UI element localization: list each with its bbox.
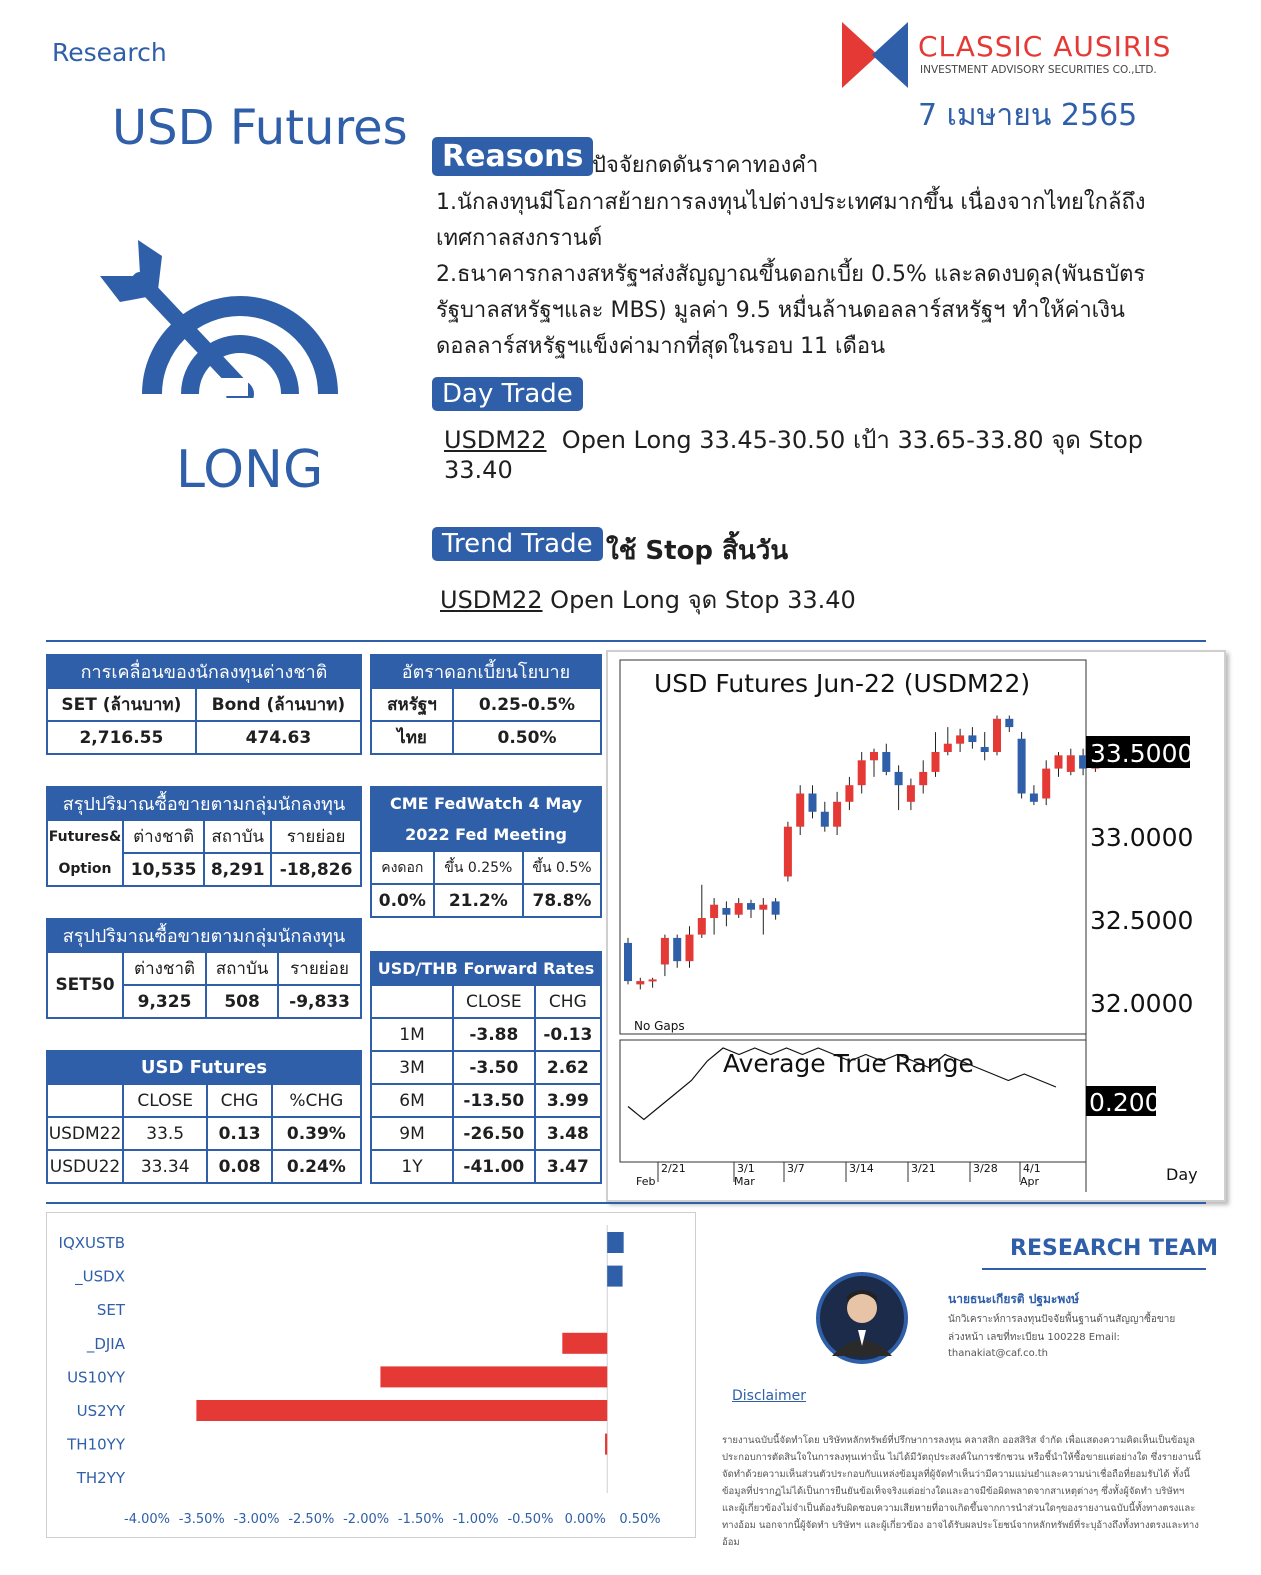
table-row [371, 1117, 601, 1150]
table-header: คงดอก [371, 851, 434, 884]
candle-body [722, 908, 730, 915]
table-cell: 0.39% [272, 1117, 361, 1150]
day-trade-text: Open Long 33.45-30.50 เป้า 33.65-33.80 จุด Stop [561, 426, 1144, 454]
category-label: _DJIA [86, 1334, 125, 1353]
table-cell: 10,535 [123, 853, 204, 886]
candle-body [735, 903, 743, 915]
table-cell: -3.50 [453, 1051, 535, 1084]
candle-body [636, 981, 644, 984]
x-tick-label: 2/21 [661, 1162, 686, 1175]
candle-body [747, 903, 755, 910]
table-cell: ไทย [371, 721, 453, 754]
candle-body [932, 752, 940, 772]
price-chart-panel [606, 650, 1226, 1202]
table-header: สถาบัน [206, 952, 278, 985]
candle-body [649, 979, 657, 981]
x-tick-label: -4.00% [124, 1512, 170, 1527]
divider [46, 640, 1206, 642]
time-axis-ticks [636, 1162, 1041, 1188]
company-logo-icon [842, 22, 908, 88]
candle-body [858, 760, 866, 785]
bar [380, 1366, 607, 1387]
table-cell: 2,716.55 [47, 721, 196, 754]
day-trade-stop: 33.40 [444, 456, 513, 484]
company-subtitle: INVESTMENT ADVISORY SECURITIES CO.,LTD. [920, 64, 1157, 76]
table-title: อัตราดอกเบี้ยนโยบาย [371, 655, 601, 688]
bar [196, 1400, 607, 1421]
candle-body [1030, 794, 1038, 802]
analyst-detail: ล่วงหน้า เลขที่ทะเบียน 100228 Email: [948, 1332, 1120, 1343]
candlesticks [624, 715, 1099, 989]
candle-body [821, 812, 829, 827]
table-row [371, 1051, 601, 1084]
table-row [371, 1150, 601, 1183]
table-cell: 508 [206, 985, 278, 1018]
table-cell: 3M [371, 1051, 453, 1084]
table-cell: 33.34 [123, 1150, 207, 1183]
x-tick-label: -2.00% [343, 1512, 390, 1527]
candle-body [845, 785, 853, 802]
candle-body [944, 744, 952, 752]
disclaimer-title: Disclaimer [732, 1388, 807, 1404]
trend-trade-symbol: USDM22 [440, 586, 543, 614]
table-cell: 0.24% [272, 1150, 361, 1183]
table-cell: 474.63 [196, 721, 361, 754]
table-title: สรุปปริมาณซื้อขายตามกลุ่มนักลงทุน [47, 919, 361, 952]
candle-body [710, 905, 718, 918]
y-tick-label: 33.0000 [1090, 823, 1194, 852]
candle-body [907, 785, 915, 802]
table-header: ขึ้น 0.25% [434, 851, 523, 884]
y-tick-label: 32.0000 [1090, 989, 1194, 1018]
table-cell: 2.62 [535, 1051, 601, 1084]
table-cell: 0.50% [453, 721, 601, 754]
candle-body [809, 794, 817, 812]
candle-body [1018, 739, 1026, 794]
x-tick-label: 0.00% [564, 1512, 606, 1527]
reason-line: รัฐบาลสหรัฐฯและ MBS) มูลค่า 9.5 หมื่นล้านดอลลาร์สหรัฐฯ ทำให้ค่าเงิน [436, 298, 1125, 323]
table-header: CLOSE [123, 1084, 207, 1117]
day-trade-badge: Day Trade [432, 377, 583, 411]
table-cell: -26.50 [453, 1117, 535, 1150]
table-header [47, 1084, 123, 1117]
table-cell: 6M [371, 1084, 453, 1117]
analyst-role: นักวิเคราะห์การลงทุนปัจจัยพื้นฐานด้านสัญญาซื้อขาย [948, 1314, 1176, 1325]
period-label: Day [1166, 1165, 1198, 1184]
x-tick-label: 3/28 [973, 1162, 998, 1175]
table-cell: 33.5 [123, 1117, 207, 1150]
table-cell: 78.8% [523, 884, 601, 917]
analyst-avatar [816, 1272, 908, 1364]
table-row [371, 1084, 601, 1117]
category-label: TH10YY [67, 1435, 125, 1454]
table-header: รายย่อย [271, 820, 361, 853]
table-row [47, 1150, 361, 1183]
table-title: USD/THB Forward Rates [371, 952, 601, 985]
analyst-email: thanakiat@caf.co.th [948, 1348, 1048, 1359]
table-cell: USDU22 [47, 1150, 123, 1183]
trend-trade-badge: Trend Trade [432, 527, 603, 561]
bar [562, 1333, 607, 1354]
table-title: USD Futures [47, 1051, 361, 1084]
day-trade-line [444, 420, 1143, 459]
table-row [47, 1117, 361, 1150]
table-header: CHG [207, 1084, 271, 1117]
candle-body [882, 752, 890, 772]
table-header: CLOSE [453, 985, 535, 1018]
table-title: 2022 Fed Meeting [371, 819, 601, 851]
trend-trade-line [440, 580, 856, 619]
x-tick-label: -1.00% [452, 1512, 499, 1527]
candle-body [833, 802, 841, 827]
table-cell: 3.47 [535, 1150, 601, 1183]
set50-summary-table [46, 918, 362, 1019]
reason-line: 1.นักลงทุนมีโอกาสย้ายการลงทุนไปต่างประเทศมากขึ้น เนื่องจากไทยใกล้ถึง [436, 190, 1146, 215]
category-label: US10YY [67, 1368, 125, 1387]
candle-body [956, 735, 964, 743]
reason-line: ดอลลาร์สหรัฐฯแข็งค่ามากที่สุดในรอบ 11 เดือน [436, 334, 886, 359]
candle-body [981, 747, 989, 752]
table-header: ขึ้น 0.5% [523, 851, 601, 884]
candle-body [772, 901, 780, 914]
foreign-flow-table [46, 654, 362, 755]
table-row [371, 1018, 601, 1051]
table-header: ต่างชาติ [123, 820, 204, 853]
price-label: 33.5000 [1090, 739, 1194, 768]
company-name: CLASSIC AUSIRIS [918, 30, 1172, 63]
candle-body [686, 935, 694, 962]
day-trade-symbol: USDM22 [444, 426, 547, 454]
table-title: การเคลื่อนของนักลงทุนต่างชาติ [47, 655, 361, 688]
futures-summary-table [46, 786, 362, 887]
divider [46, 1202, 1206, 1204]
table-cell: 1M [371, 1018, 453, 1051]
month-label: Mar [734, 1175, 755, 1188]
market-change-chart [46, 1212, 696, 1538]
table-cell: 9,325 [123, 985, 206, 1018]
reason-line: เทศกาลสงกรานต์ [436, 226, 603, 251]
table-header: %CHG [272, 1084, 361, 1117]
x-tick-label: 3/21 [911, 1162, 936, 1175]
candle-body [1042, 769, 1050, 799]
trend-trade-text: Open Long จุด Stop 33.40 [550, 586, 856, 614]
atr-title: Average True Range [723, 1049, 974, 1078]
reasons-heading: ปัจจัยกดดันราคาทองคำ [592, 153, 819, 178]
table-cell: 9M [371, 1117, 453, 1150]
disclaimer-text: รายงานฉบับนี้จัดทำโดย บริษัทหลักทรัพย์ที่ปรึกษาการลงทุน คลาสสิก ออสสิริส จำกัด เพื่อแสดงความคิดเห็นเป็นข้อมูลประกอบการตัดสินใจในการลงทุนเท่านั้น ไม่ได้มีวัตถุประสงค์ในการชักชวน หรือชี้นำให้ซื้อขายแต่อย่างใด ซึ่งรายงานนี้จัดทำด้วยความเห็นส่วนตัวประกอบกับแหล่งข้อมูลที่ผู้จัดทำเห็นว่ามีความแม่นยำและความน่าเชื่อถือที่ยอมรับได้ ทั้งนี้ข้อมูลที่ปรากฏไม่ได้เป็นการยืนยันข้อเท็จจริงแต่อย่างใดและอาจมีข้อผิดพลาดจากสาเหตุต่างๆ ซึ่งทั้งผู้จัดทำ บริษัทฯ และผู้เกี่ยวข้องไม่จำเป็นต้องรับผิดชอบความเสียหายที่อาจเกิดขึ้นจากการนำส่วนใดๆของรายงานฉบับนี้ทั้งทางตรงและทางอ้อม นอกจากนี้ผู้จัดทำ บริษัทฯ และผู้เกี่ยวข้อง อาจได้รับผลประโยชน์จากหลักทรัพย์ที่ระบุอ้างถึงทั้งทางตรงและทางอ้อม [722, 1435, 1201, 1548]
table-row-label: Option [47, 853, 123, 886]
candle-body [968, 735, 976, 742]
price-chart [608, 652, 1224, 1200]
table-cell: -41.00 [453, 1150, 535, 1183]
table-header: รายย่อย [278, 952, 361, 985]
table-header: SET (ล้านบาท) [47, 688, 196, 721]
category-label: IQXUSTB [58, 1234, 125, 1252]
candle-body [624, 943, 632, 981]
reasons-badge: Reasons [432, 137, 593, 176]
category-label: SET [96, 1301, 125, 1320]
market-change-svg [47, 1213, 695, 1537]
table-header: Bond (ล้านบาท) [196, 688, 361, 721]
candle-body [1079, 755, 1087, 768]
x-tick-label: 3/7 [787, 1162, 805, 1175]
no-gaps-label: No Gaps [634, 1019, 685, 1033]
position-label: LONG [176, 440, 324, 500]
candle-body [919, 772, 927, 785]
table-header: สถาบัน [204, 820, 271, 853]
x-tick-label: -3.50% [178, 1512, 225, 1527]
table-cell: USDM22 [47, 1117, 123, 1150]
candle-body [796, 794, 804, 827]
table-cell: 8,291 [204, 853, 271, 886]
research-label: Research [52, 38, 167, 67]
candle-body [895, 772, 903, 785]
atr-value-label: 0.200 [1089, 1088, 1161, 1117]
table-cell: 0.25-0.5% [453, 688, 601, 721]
chart-title: USD Futures Jun-22 (USDM22) [654, 669, 1031, 698]
category-label: _USDX [75, 1267, 125, 1286]
price-pane [620, 660, 1086, 1034]
page-title: USD Futures [112, 100, 408, 156]
x-tick-label: 4/1 [1023, 1162, 1041, 1175]
table-cell: 3.99 [535, 1084, 601, 1117]
candle-body [1005, 719, 1013, 727]
table-header: ต่างชาติ [123, 952, 206, 985]
table-header [371, 985, 453, 1018]
x-tick-label: -2.50% [288, 1512, 335, 1527]
candle-body [673, 938, 681, 961]
usd-futures-table [46, 1050, 362, 1184]
month-label: Apr [1020, 1175, 1040, 1188]
table-cell: -13.50 [453, 1084, 535, 1117]
fedwatch-table [370, 786, 602, 918]
analyst-name: นายธนะเกียรติ ปฐมะพงษ์ [948, 1292, 1080, 1306]
table-row-label: SET50 [47, 952, 123, 1018]
table-cell: 0.08 [207, 1150, 271, 1183]
x-tick-label: -3.00% [233, 1512, 280, 1527]
x-tick-label: -0.50% [507, 1512, 554, 1527]
table-cell: 21.2% [434, 884, 523, 917]
y-tick-label: 32.5000 [1090, 906, 1194, 935]
table-cell: -0.13 [535, 1018, 601, 1051]
report-date: 7 เมษายน 2565 [918, 98, 1138, 133]
table-cell: 3.48 [535, 1117, 601, 1150]
candle-body [993, 719, 1001, 752]
month-label: Feb [636, 1175, 656, 1188]
target-arrow-icon [100, 238, 350, 398]
bar [605, 1434, 607, 1455]
x-tick-label: 3/14 [849, 1162, 874, 1175]
policy-rate-table [370, 654, 602, 755]
candle-body [870, 752, 878, 760]
research-team-title: RESEARCH TEAM [1010, 1236, 1218, 1261]
table-cell: -3.88 [453, 1018, 535, 1051]
candle-body [698, 918, 706, 935]
x-tick-label: -1.50% [397, 1512, 444, 1527]
candle-body [1055, 755, 1063, 768]
table-cell: -9,833 [278, 985, 361, 1018]
table-title: CME FedWatch 4 May [371, 787, 601, 819]
candle-body [1067, 755, 1075, 772]
divider [982, 1268, 1206, 1270]
category-label: TH2YY [76, 1469, 125, 1488]
bar [607, 1266, 622, 1287]
table-cell: -18,826 [271, 853, 361, 886]
table-row-label: Futures& [47, 820, 123, 853]
table-cell: 1Y [371, 1150, 453, 1183]
table-header: CHG [535, 985, 601, 1018]
table-title: สรุปปริมาณซื้อขายตามกลุ่มนักลงทุน [47, 787, 361, 820]
x-tick-label: 3/1 [737, 1162, 755, 1175]
category-label: US2YY [76, 1402, 125, 1420]
table-cell: สหรัฐฯ [371, 688, 453, 721]
x-tick-label: 0.50% [619, 1512, 661, 1527]
reason-line: 2.ธนาคารกลางสหรัฐฯส่งสัญญาณขึ้นดอกเบี้ย 0.5% และลดงบดุล(พันธบัตร [436, 262, 1146, 287]
table-cell: 0.13 [207, 1117, 271, 1150]
candle-body [759, 905, 767, 910]
candle-body [784, 827, 792, 877]
trend-trade-note: ใช้ Stop สิ้นวัน [606, 536, 789, 566]
forward-rates-table [370, 951, 602, 1184]
table-cell: 0.0% [371, 884, 434, 917]
candle-body [661, 938, 669, 965]
bar [607, 1232, 623, 1253]
